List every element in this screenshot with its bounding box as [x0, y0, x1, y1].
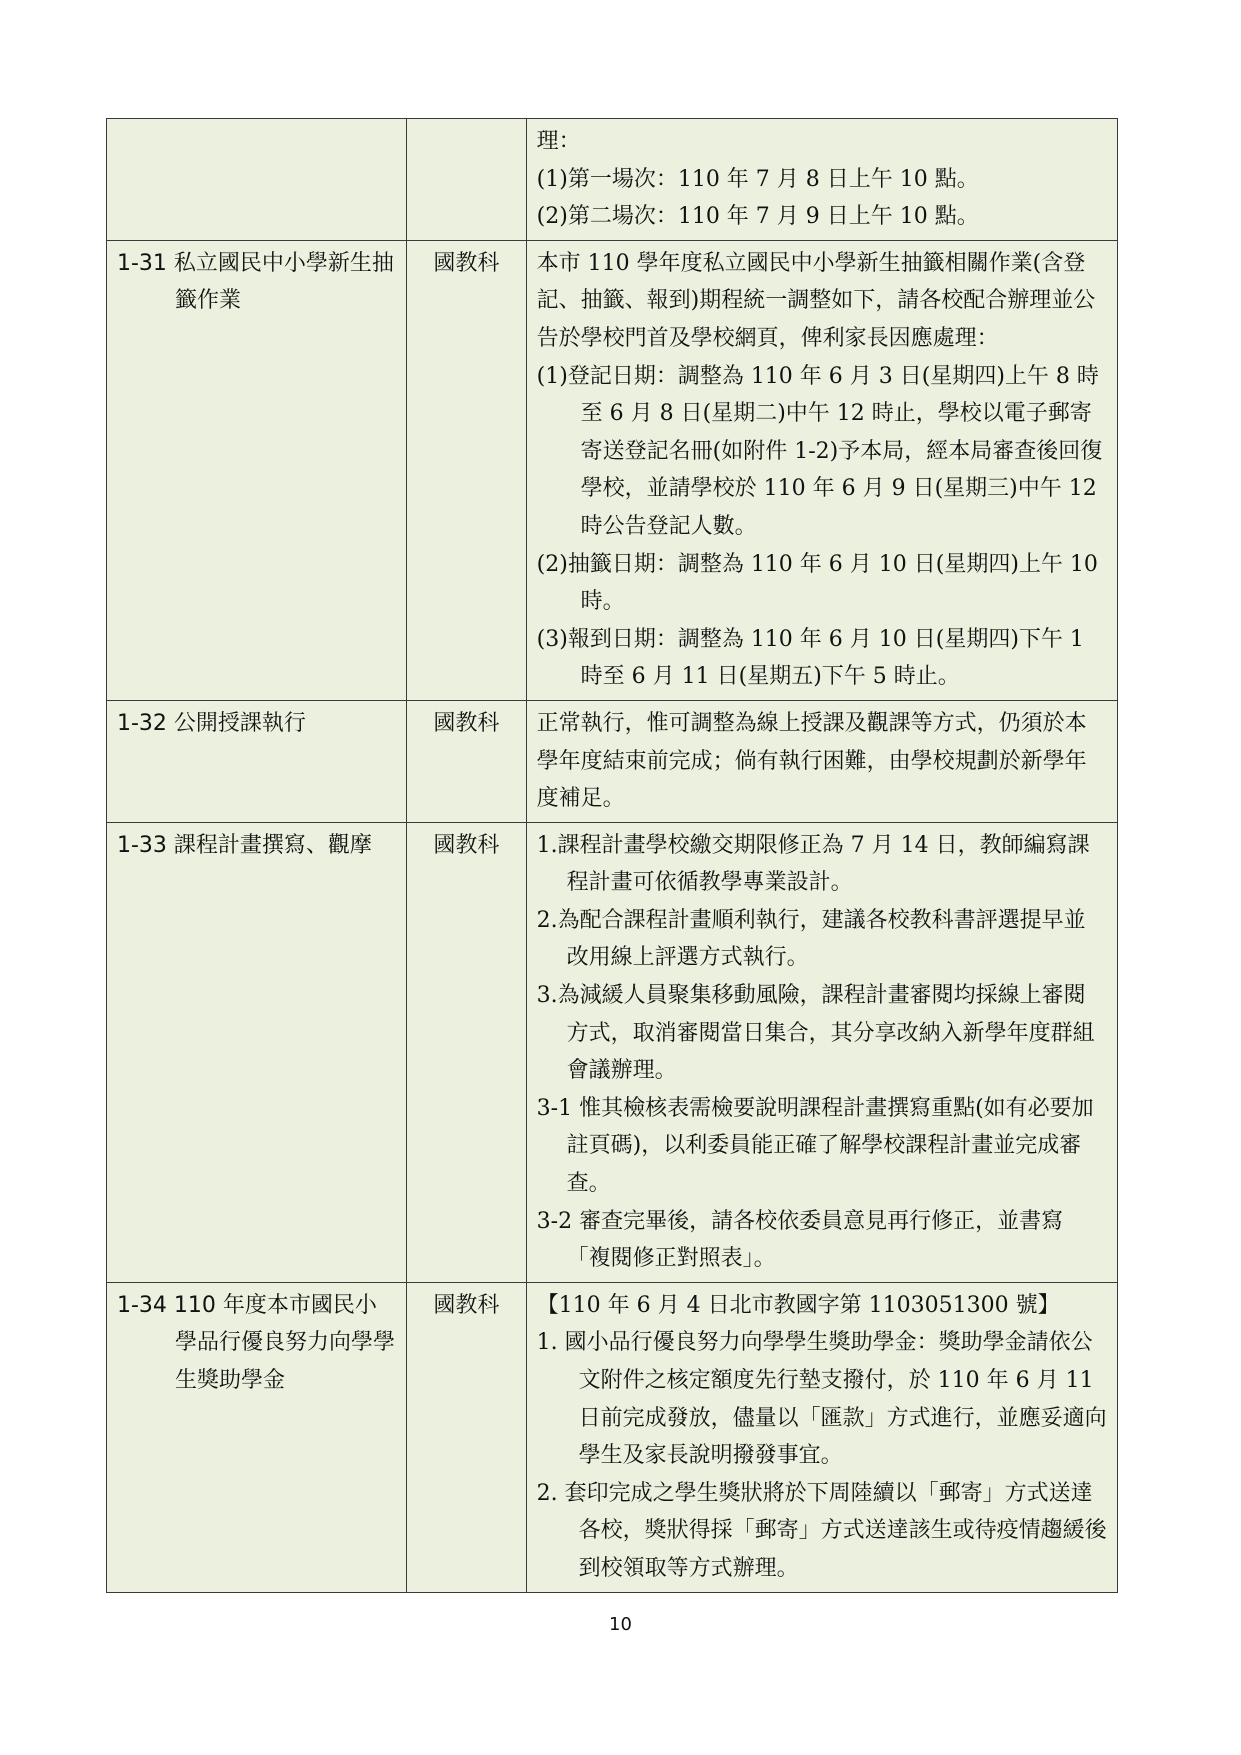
content-line: 1.課程計畫學校繳交期限修正為 7 月 14 日，教師編寫課程計畫可依循教學專業設計。 — [536, 832, 1090, 896]
content-line: 本市 110 學年度私立國民中小學新生抽籤相關作業(含登記、抽籤、報到)期程統一調整如下，請各校配合辦理並公告於學校門首及學校網頁，俾利家長因應處理： — [536, 250, 1096, 351]
content-line: 3.為減緩人員聚集移動風險，課程計畫審閱均採線上審閱方式，取消審閱當日集合，其分享改納入新學年度群組會議辦理。 — [536, 983, 1095, 1084]
content-line: (3)報到日期：調整為 110 年 6 月 10 日(星期四)下午 1 時至 6 月 11 日(星期五)下午 5 時止。 — [536, 626, 1084, 690]
content-cell — [526, 240, 1117, 700]
item-cell — [107, 1282, 407, 1592]
content-line: (1)登記日期：調整為 110 年 6 月 3 日(星期四)上午 8 時至 6 月 8 日(星期二)中午 12 時止，學校以電子郵寄寄送登記名冊(如附件 1-2)予本局，經本局審查後回復學校，並請學校於 110 年 6 月 9 日(星期三)中午 12 時公告登記人數。 — [536, 363, 1103, 539]
unit-cell — [407, 700, 526, 822]
content-line: (1)第一場次：110 年 7 月 8 日上午 10 點。 — [536, 166, 979, 192]
item-title: 1-34 110 年度本市國民小學品行優良努力向學學生獎助學金 — [117, 1292, 396, 1393]
table-row — [107, 700, 1118, 822]
page-number: 10 — [609, 1614, 632, 1635]
table-row — [107, 1282, 1118, 1592]
item-cell — [107, 822, 407, 1282]
content-line: (2)抽籤日期：調整為 110 年 6 月 10 日(星期四)上午 10 時。 — [536, 551, 1098, 615]
item-cell — [107, 119, 407, 241]
content-cell — [526, 700, 1117, 822]
unit-label: 國教科 — [433, 1292, 500, 1318]
content-line: 3-1 惟其檢核表需檢要說明課程計畫撰寫重點(如有必要加註頁碼)，以利委員能正確了解學校課程計畫並完成審查。 — [536, 1095, 1094, 1197]
content-line: 2.為配合課程計畫順利執行，建議各校教科書評選提早並改用線上評選方式執行。 — [536, 907, 1086, 971]
content-line: 1. 國小品行優良努力向學學生獎助學金：獎助學金請依公文附件之核定額度先行墊支撥付，於 110 年 6 月 11 日前完成發放，儘量以「匯款」方式進行，並應妥適向學生及家長說明撥發事宜。 — [536, 1330, 1107, 1469]
content-line: 3-2 審查完畢後，請各校依委員意見再行修正，並書寫「複閱修正對照表」。 — [536, 1208, 1064, 1272]
item-title: 1-32 公開授課執行 — [117, 710, 306, 736]
unit-label: 國教科 — [433, 832, 500, 858]
table-row — [107, 822, 1118, 1282]
table-row — [107, 119, 1118, 241]
unit-label: 國教科 — [433, 250, 500, 276]
item-cell — [107, 700, 407, 822]
content-cell — [526, 119, 1117, 241]
content-cell — [526, 1282, 1117, 1592]
content-cell — [526, 822, 1117, 1282]
table-row — [107, 240, 1118, 700]
content-line: 2. 套印完成之學生獎狀將於下周陸續以「郵寄」方式送達各校，獎狀得採「郵寄」方式送達該生或待疫情趨緩後到校領取等方式辦理。 — [536, 1480, 1107, 1581]
item-title: 1-31 私立國民中小學新生抽籤作業 — [117, 250, 394, 314]
unit-label: 國教科 — [433, 710, 500, 736]
item-title: 1-33 課程計畫撰寫、觀摩 — [117, 832, 372, 858]
item-cell — [107, 240, 407, 700]
unit-cell — [407, 1282, 526, 1592]
content-line: 理： — [536, 129, 581, 154]
schedule-table — [106, 118, 1118, 1593]
unit-cell — [407, 822, 526, 1282]
content-line: 正常執行，惟可調整為線上授課及觀課等方式，仍須於本學年度結束前完成；倘有執行困難，由學校規劃於新學年度補足。 — [536, 710, 1087, 812]
content-line: (2)第二場次：110 年 7 月 9 日上午 10 點。 — [536, 204, 979, 230]
content-line: 【110 年 6 月 4 日北市教國字第 1103051300 號】 — [536, 1292, 1060, 1318]
unit-cell — [407, 119, 526, 241]
unit-cell — [407, 240, 526, 700]
